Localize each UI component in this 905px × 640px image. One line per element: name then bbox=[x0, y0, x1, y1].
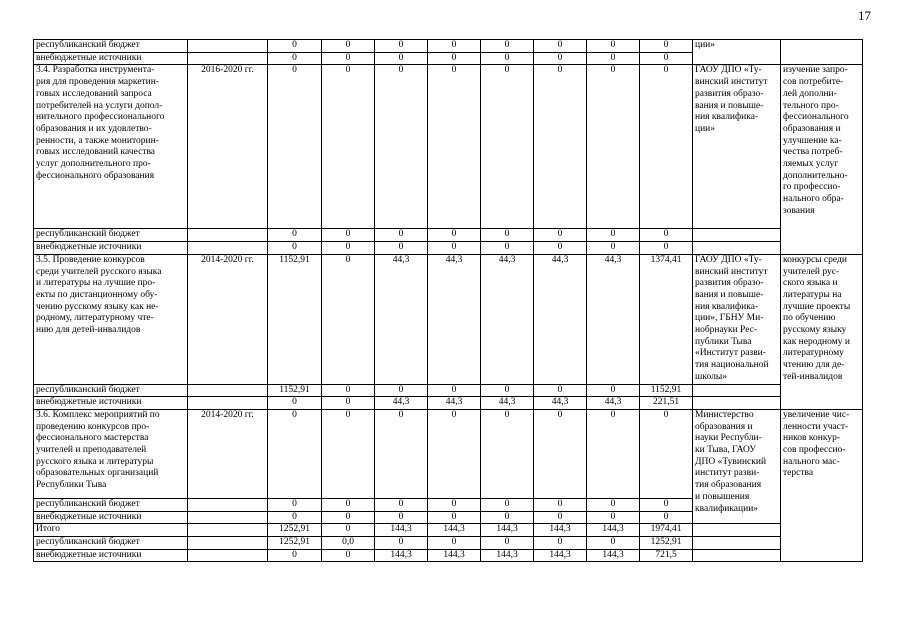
value-cell: 0 bbox=[587, 52, 640, 65]
value-cell: 0 bbox=[322, 524, 375, 537]
result-cell bbox=[781, 40, 863, 65]
value-cell: 0 bbox=[640, 40, 693, 53]
value-cell: 0 bbox=[587, 65, 640, 229]
value-cell: 0 bbox=[428, 384, 481, 397]
value-cell: 1374,41 bbox=[640, 254, 693, 384]
value-cell: 0 bbox=[375, 511, 428, 524]
table-row bbox=[34, 409, 863, 498]
row-period bbox=[188, 524, 268, 537]
row-period bbox=[188, 242, 268, 255]
value-cell: 1252,91 bbox=[640, 537, 693, 550]
executor-cell bbox=[693, 397, 781, 410]
row-period bbox=[188, 549, 268, 562]
value-cell: 144,3 bbox=[481, 524, 534, 537]
value-cell: 0 bbox=[640, 242, 693, 255]
value-cell: 0 bbox=[322, 254, 375, 384]
value-cell: 0 bbox=[322, 229, 375, 242]
value-cell: 144,3 bbox=[375, 524, 428, 537]
value-cell: 0 bbox=[534, 537, 587, 550]
table-row bbox=[34, 537, 863, 550]
executor-cell: ГАОУ ДПО «Ту- винский институт развития образо- вания и повыше- ния квалифика- ции», ГБНУ Ми- нобрнауки Рес- публики Тыва «Институт разви- тия национальной школы» bbox=[693, 254, 781, 384]
row-period bbox=[188, 40, 268, 53]
row-label: республиканский бюджет bbox=[34, 498, 188, 511]
value-cell: 0 bbox=[534, 511, 587, 524]
row-label: республиканский бюджет bbox=[34, 537, 188, 550]
value-cell: 0 bbox=[481, 498, 534, 511]
value-cell: 0 bbox=[640, 52, 693, 65]
table-row bbox=[34, 229, 863, 242]
value-cell: 0 bbox=[375, 229, 428, 242]
value-cell: 144,3 bbox=[587, 549, 640, 562]
value-cell: 0 bbox=[428, 40, 481, 53]
row-label: внебюджетные источники bbox=[34, 397, 188, 410]
executor-cell bbox=[693, 524, 781, 537]
row-period bbox=[188, 229, 268, 242]
value-cell: 0 bbox=[481, 384, 534, 397]
value-cell: 0 bbox=[534, 498, 587, 511]
value-cell: 0 bbox=[322, 52, 375, 65]
value-cell: 0 bbox=[587, 229, 640, 242]
value-cell: 0 bbox=[268, 40, 322, 53]
value-cell: 0 bbox=[587, 409, 640, 498]
value-cell: 0 bbox=[375, 52, 428, 65]
value-cell: 0 bbox=[534, 229, 587, 242]
value-cell: 0 bbox=[268, 511, 322, 524]
value-cell: 0 bbox=[268, 65, 322, 229]
executor-cell: ГАОУ ДПО «Ту- винский институт развития образо- вания и повыше- ния квалифика- ции» bbox=[693, 65, 781, 229]
value-cell: 0 bbox=[587, 242, 640, 255]
value-cell: 44,3 bbox=[481, 254, 534, 384]
value-cell: 0 bbox=[428, 65, 481, 229]
value-cell: 0 bbox=[268, 397, 322, 410]
value-cell: 0 bbox=[428, 229, 481, 242]
value-cell: 0 bbox=[481, 537, 534, 550]
value-cell: 0 bbox=[428, 537, 481, 550]
value-cell: 0 bbox=[428, 409, 481, 498]
value-cell: 144,3 bbox=[481, 549, 534, 562]
row-label: республиканский бюджет bbox=[34, 384, 188, 397]
value-cell: 0 bbox=[375, 242, 428, 255]
value-cell: 221,51 bbox=[640, 397, 693, 410]
value-cell: 0 bbox=[268, 242, 322, 255]
value-cell: 44,3 bbox=[587, 397, 640, 410]
executor-cell bbox=[693, 229, 781, 242]
table-row bbox=[34, 397, 863, 410]
value-cell: 0 bbox=[587, 384, 640, 397]
value-cell: 44,3 bbox=[534, 254, 587, 384]
value-cell: 0 bbox=[481, 511, 534, 524]
value-cell: 0 bbox=[534, 40, 587, 53]
row-period bbox=[188, 397, 268, 410]
value-cell: 1152,91 bbox=[268, 254, 322, 384]
row-period bbox=[188, 52, 268, 65]
value-cell: 0 bbox=[534, 242, 587, 255]
value-cell: 0 bbox=[322, 65, 375, 229]
value-cell: 0 bbox=[322, 549, 375, 562]
value-cell: 44,3 bbox=[587, 254, 640, 384]
table-row bbox=[34, 242, 863, 255]
row-period: 2014-2020 гг. bbox=[188, 254, 268, 384]
value-cell: 0 bbox=[640, 409, 693, 498]
row-label: республиканский бюджет bbox=[34, 40, 188, 53]
executor-cell: ции» bbox=[693, 40, 781, 65]
value-cell: 144,3 bbox=[587, 524, 640, 537]
value-cell: 0 bbox=[268, 549, 322, 562]
row-label: внебюджетные источники bbox=[34, 549, 188, 562]
value-cell: 0 bbox=[322, 242, 375, 255]
value-cell: 0 bbox=[640, 511, 693, 524]
value-cell: 0 bbox=[322, 511, 375, 524]
value-cell: 0 bbox=[481, 242, 534, 255]
value-cell: 0 bbox=[587, 40, 640, 53]
value-cell: 0 bbox=[375, 409, 428, 498]
table-row bbox=[34, 40, 863, 53]
row-label: республиканский бюджет bbox=[34, 229, 188, 242]
activity-label: 3.4. Разработка инструмента- рия для проведения маркетин- говых исследований запроса потребителей на услуги допол- нительного профессионального образования и их удовлетво- ренности, а также мониторин- говых исследований качества услуг дополнительного про- фессионального образования bbox=[34, 65, 188, 229]
value-cell: 0 bbox=[587, 511, 640, 524]
value-cell: 1252,91 bbox=[268, 537, 322, 550]
value-cell: 0 bbox=[640, 498, 693, 511]
value-cell: 0 bbox=[640, 229, 693, 242]
value-cell: 0 bbox=[587, 537, 640, 550]
value-cell: 1252,91 bbox=[268, 524, 322, 537]
value-cell: 0 bbox=[322, 498, 375, 511]
table-row bbox=[34, 65, 863, 229]
executor-cell bbox=[693, 384, 781, 397]
value-cell: 0 bbox=[375, 40, 428, 53]
value-cell: 0 bbox=[322, 397, 375, 410]
value-cell: 0 bbox=[322, 409, 375, 498]
value-cell: 44,3 bbox=[375, 397, 428, 410]
result-cell: изучение запро- сов потребите- лей дополни- тельного про- фессионального образования и улучшение ка- чества потреб- ляемых услуг дополнительно- го профессио- нального обра- зования bbox=[781, 65, 863, 254]
row-label: внебюджетные источники bbox=[34, 242, 188, 255]
value-cell: 144,3 bbox=[375, 549, 428, 562]
page-number: 17 bbox=[858, 8, 871, 23]
table-row bbox=[34, 384, 863, 397]
value-cell: 144,3 bbox=[534, 549, 587, 562]
value-cell: 0 bbox=[481, 229, 534, 242]
executor-cell: Министерство образования и науки Республи- ки Тыва, ГАОУ ДПО «Тувинский институт разви- тия образования и повышения квалификации» bbox=[693, 409, 781, 523]
value-cell: 0 bbox=[268, 498, 322, 511]
value-cell: 0 bbox=[375, 537, 428, 550]
value-cell: 0 bbox=[322, 384, 375, 397]
value-cell: 0 bbox=[428, 242, 481, 255]
executor-cell bbox=[693, 549, 781, 562]
row-label: внебюджетные источники bbox=[34, 52, 188, 65]
value-cell: 0 bbox=[534, 384, 587, 397]
value-cell: 144,3 bbox=[534, 524, 587, 537]
value-cell: 0 bbox=[268, 409, 322, 498]
value-cell: 0 bbox=[534, 65, 587, 229]
row-period bbox=[188, 537, 268, 550]
value-cell: 0 bbox=[534, 52, 587, 65]
row-period: 2014-2020 гг. bbox=[188, 409, 268, 498]
row-period bbox=[188, 511, 268, 524]
value-cell: 0,0 bbox=[322, 537, 375, 550]
value-cell: 1152,91 bbox=[640, 384, 693, 397]
row-period: 2016-2020 гг. bbox=[188, 65, 268, 229]
activity-label: 3.5. Проведение конкурсов среди учителей русского языка и литературы на лучшие про- екты по дистанционному обу- чению русскому языку как не- родному, литературному чте- нию для детей-инвалидов bbox=[34, 254, 188, 384]
value-cell: 0 bbox=[375, 498, 428, 511]
value-cell: 44,3 bbox=[428, 397, 481, 410]
value-cell: 1974,41 bbox=[640, 524, 693, 537]
value-cell: 0 bbox=[322, 40, 375, 53]
table-row bbox=[34, 524, 863, 537]
value-cell: 44,3 bbox=[428, 254, 481, 384]
row-period bbox=[188, 498, 268, 511]
activity-label: 3.6. Комплекс мероприятий по проведению конкурсов про- фессионального мастерства учителей и преподавателей русского языка и литературы образовательных организаций Республики Тыва bbox=[34, 409, 188, 498]
value-cell: 1152,91 bbox=[268, 384, 322, 397]
value-cell: 0 bbox=[534, 409, 587, 498]
value-cell: 44,3 bbox=[481, 397, 534, 410]
row-period bbox=[188, 384, 268, 397]
value-cell: 0 bbox=[640, 65, 693, 229]
executor-cell bbox=[693, 242, 781, 255]
total-label: Итого bbox=[34, 524, 188, 537]
value-cell: 0 bbox=[428, 511, 481, 524]
value-cell: 0 bbox=[481, 52, 534, 65]
result-cell: увеличение чис- ленности участ- ников конкур- сов профессио- нального мас- терства bbox=[781, 409, 863, 562]
value-cell: 0 bbox=[481, 409, 534, 498]
row-label: внебюджетные источники bbox=[34, 511, 188, 524]
value-cell: 0 bbox=[587, 498, 640, 511]
value-cell: 0 bbox=[268, 52, 322, 65]
executor-cell bbox=[693, 537, 781, 550]
value-cell: 0 bbox=[268, 229, 322, 242]
value-cell: 0 bbox=[428, 498, 481, 511]
value-cell: 0 bbox=[375, 65, 428, 229]
value-cell: 44,3 bbox=[534, 397, 587, 410]
value-cell: 0 bbox=[481, 65, 534, 229]
table-row bbox=[34, 549, 863, 562]
result-cell: конкурсы среди учителей рус- ского языка и литературы на лучшие проекты по обучению русскому языку как неродному и литературному чтению для де- тей-инвалидов bbox=[781, 254, 863, 409]
value-cell: 0 bbox=[481, 40, 534, 53]
program-activities-table bbox=[33, 39, 863, 562]
value-cell: 144,3 bbox=[428, 549, 481, 562]
value-cell: 144,3 bbox=[428, 524, 481, 537]
value-cell: 0 bbox=[428, 52, 481, 65]
table-row bbox=[34, 254, 863, 384]
value-cell: 721,5 bbox=[640, 549, 693, 562]
value-cell: 44,3 bbox=[375, 254, 428, 384]
value-cell: 0 bbox=[375, 384, 428, 397]
